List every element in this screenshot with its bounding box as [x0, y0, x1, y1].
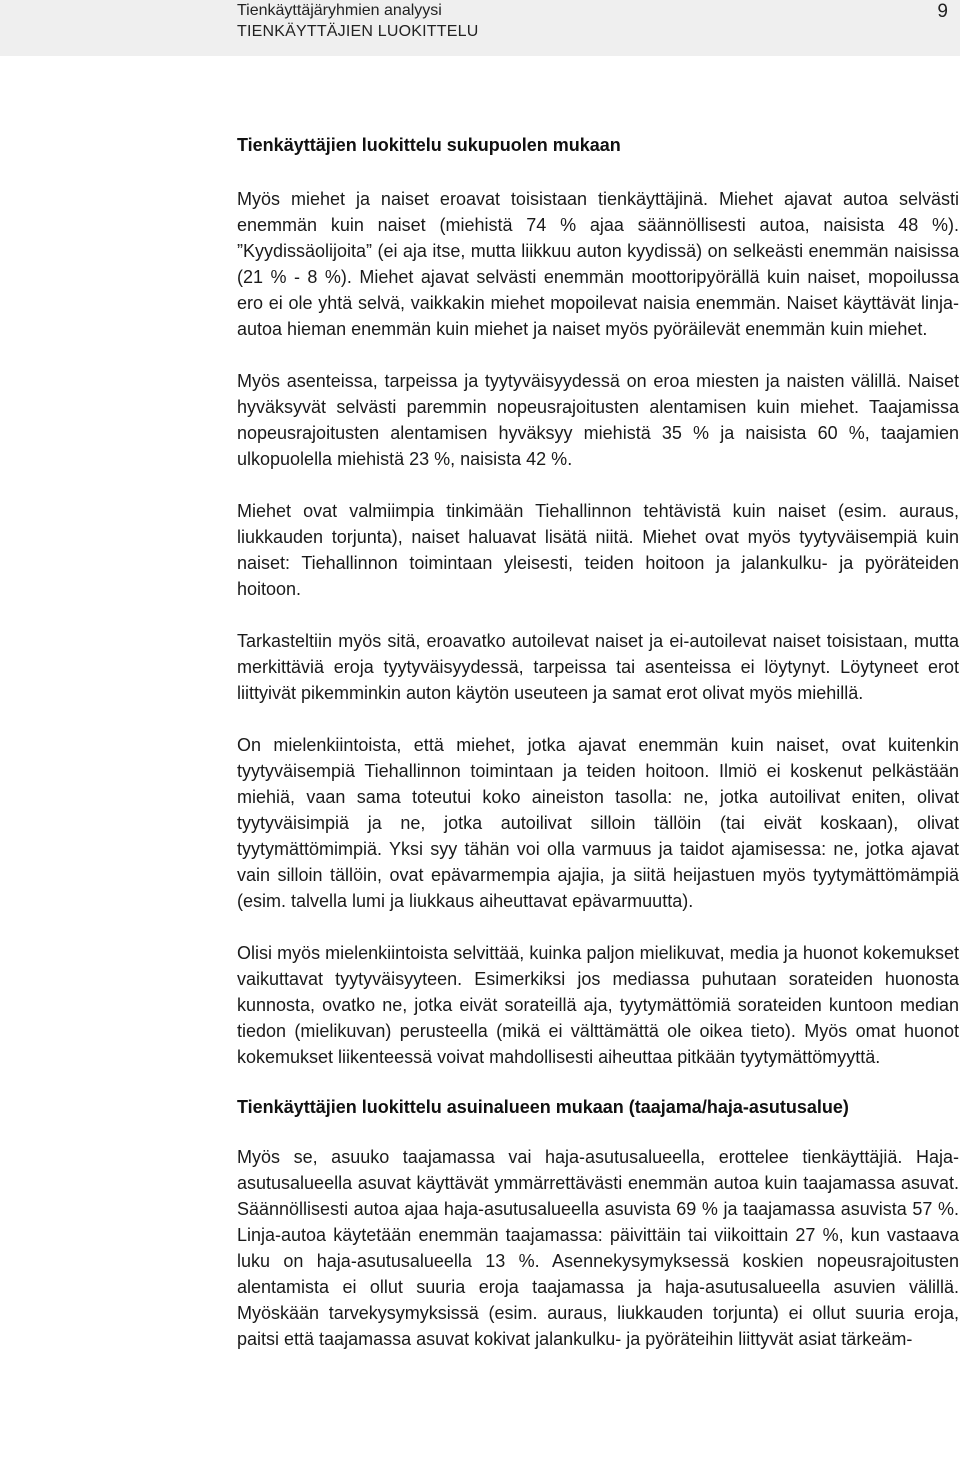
chapter-title: TIENKÄYTTÄJIEN LUOKITTELU	[237, 23, 479, 40]
section-heading-gender: Tienkäyttäjien luokittelu sukupuolen mukaan	[237, 135, 621, 155]
paragraph: Olisi myös mielenkiintoista selvittää, kuinka paljon mielikuvat, media ja huonot kokemukset vaikuttavat tyytyväisyyteen. Esimerkiksi jos mediassa puhutaan sorateiden huonosta kunnosta, ovatko ne, jotka eivät sorateillä aja, tyytymättömiä sorateiden kuntoon median tiedon (mielikuvan) perusteella (mikä ei välttämättä ole oikea tieto). Myös omat huonot kokemukset liikenteessä voivat mahdollisesti aiheuttaa pitkään tyytymättömyyttä.	[237, 943, 959, 1067]
paragraph: Tarkasteltiin myös sitä, eroavatko autoilevat naiset ja ei-autoilevat naiset toisistaan, mutta merkittäviä eroja tyytyväisyydessä, tarpeissa tai asenteissa ei löytynyt. Löytyneet erot liittyivät pikemminkin auton käytön useuteen ja samat erot olivat myös miehillä.	[237, 631, 959, 703]
page-content	[237, 132, 959, 1352]
document-title: Tienkäyttäjäryhmien analyysi	[237, 2, 442, 19]
paragraph: Myös miehet ja naiset eroavat toisistaan tienkäyttäjinä. Miehet ajavat autoa selvästi enemmän kuin naiset (miehistä 74 % ajaa säännöllisesti autoa, naisista 48 %). ”Kyydissäolijoita” (ei aja itse, mutta liikkuu auton kyydissä) on selkeästi enemmän naisissa (21 % - 8 %). Miehet ajavat selvästi enemmän moottoripyörällä kuin naiset, mopoilussa ero ei ole yhtä selvä, vaikkakin miehet mopoilevat naisia enemmän. Naiset käyttävät linja-autoa hieman enemmän kuin miehet ja naiset myös pyöräilevät enemmän kuin miehet.	[237, 189, 959, 339]
section-heading-residence: Tienkäyttäjien luokittelu asuinalueen mukaan (taajama/haja-asutusalue)	[237, 1097, 849, 1117]
paragraph: Miehet ovat valmiimpia tinkimään Tiehallinnon tehtävistä kuin naiset (esim. auraus, liukkauden torjunta), naiset haluavat lisätä niitä. Miehet ovat myös tyytyväisempiä kuin naiset: Tiehallinnon toimintaan yleisesti, teiden hoitoon ja jalankulku- ja pyöräteiden hoitoon.	[237, 501, 959, 599]
paragraph: On mielenkiintoista, että miehet, jotka ajavat enemmän kuin naiset, ovat kuitenkin tyytyväisempiä Tiehallinnon toimintaan ja teiden hoitoon. Ilmiö ei koskenut pelkästään miehiä, vaan sama toteutui koko aineiston tasolla: ne, jotka autoilivat eniten, olivat tyytyväisimpiä ja ne, jotka autoilivat silloin tällöin (tai eivät koskaan), olivat tyytymättömimpiä. Yksi syy tähän voi olla varmuus ja taidot ajamisessa: ne, jotka ajavat vain silloin tällöin, ovat epävarmempia ajajia, ja siitä heijastuen myös tyytymättömämpiä (esim. talvella lumi ja liukkaus aiheuttavat epävarmuutta).	[237, 735, 959, 911]
paragraph: Myös se, asuuko taajamassa vai haja-asutusalueella, erottelee tienkäyttäjiä. Haja-asutusalueella asuvat käyttävät ymmärrettävästi enemmän autoa kuin taajamassa asuvat. Säännöllisesti autoa ajaa haja-asutusalueella asuvista 69 % ja taajamassa asuvista 57 %. Linja-autoa käytetään enemmän taajamassa: päivittäin tai viikoittain 27 %, kun vastaava luku on haja-asutusalueella 13 %. Asennekysymyksessä koskien nopeusrajoitusten alentamista ei ollut suuria eroja taajamassa ja haja-asutusalueella asuvien välillä. Myöskään tarvekysymyksissä (esim. auraus, liukkauden torjunta) ei ollut suuria eroja, paitsi että taajamassa asuvat kokivat jalankulku- ja pyöräteihin liittyvät asiat tärkeäm-	[237, 1147, 959, 1349]
running-header	[0, 0, 960, 56]
page-number: 9	[937, 1, 948, 22]
paragraph: Myös asenteissa, tarpeissa ja tyytyväisyydessä on eroa miesten ja naisten välillä. Naiset hyväksyvät selvästi paremmin nopeusrajoitusten alentamisen kuin miehet. Taajamissa nopeusrajoitusten alentamisen hyväksyy miehistä 35 % ja naisista 60 %, taajamien ulkopuolella miehistä 23 %, naisista 42 %.	[237, 371, 959, 469]
